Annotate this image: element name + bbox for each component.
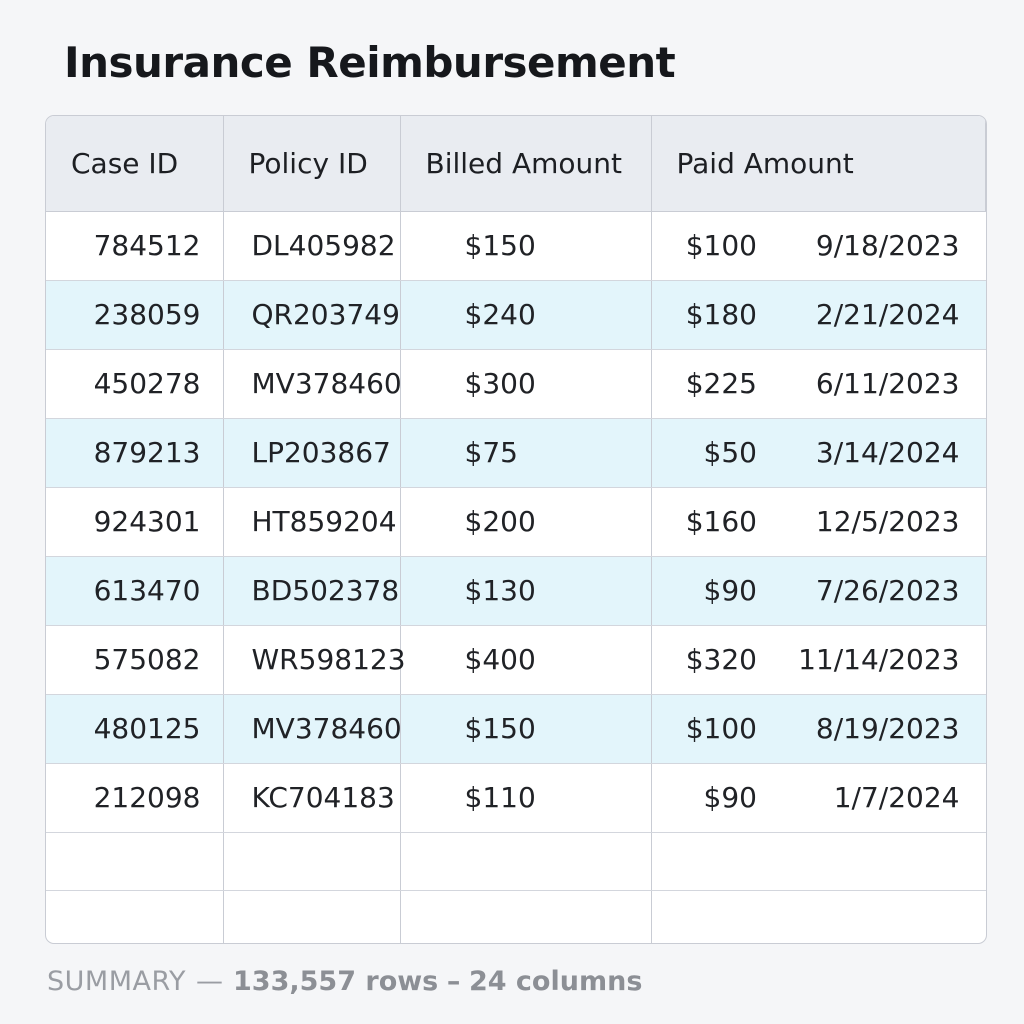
table-row[interactable] (46, 694, 986, 763)
cell-date[interactable]: 9/18/2023 (777, 211, 986, 280)
cell-paid-amount[interactable]: $90 (651, 763, 777, 832)
cell-date[interactable]: 8/19/2023 (777, 694, 986, 763)
cell-date[interactable]: 11/14/2023 (777, 625, 986, 694)
cell-date[interactable]: 7/26/2023 (777, 556, 986, 625)
empty-cell[interactable] (400, 890, 651, 944)
cell-billed-amount[interactable]: $240 (400, 280, 651, 349)
cell-policy-id[interactable]: WR598123 (223, 625, 400, 694)
cell-billed-amount[interactable]: $150 (400, 694, 651, 763)
table-row[interactable] (46, 763, 986, 832)
cell-case-id[interactable]: 613470 (46, 556, 223, 625)
cell-case-id[interactable]: 480125 (46, 694, 223, 763)
cell-date[interactable]: 3/14/2024 (777, 418, 986, 487)
cell-billed-amount[interactable]: $75 (400, 418, 651, 487)
cell-billed-amount[interactable]: $200 (400, 487, 651, 556)
cell-billed-amount[interactable]: $400 (400, 625, 651, 694)
empty-cell[interactable] (651, 832, 777, 890)
summary-joiner: – (446, 966, 461, 997)
cell-billed-amount[interactable]: $130 (400, 556, 651, 625)
cell-policy-id[interactable]: MV378460 (223, 349, 400, 418)
cell-policy-id[interactable]: KC704183 (223, 763, 400, 832)
column-header-billed-amount[interactable]: Billed Amount (400, 116, 651, 211)
reimbursement-table (46, 116, 986, 944)
cell-paid-amount[interactable]: $100 (651, 211, 777, 280)
empty-table-row[interactable] (46, 832, 986, 890)
cell-policy-id[interactable]: LP203867 (223, 418, 400, 487)
cell-date[interactable]: 6/11/2023 (777, 349, 986, 418)
cell-paid-amount[interactable]: $50 (651, 418, 777, 487)
cell-paid-amount[interactable]: $225 (651, 349, 777, 418)
table-body (46, 211, 986, 944)
cell-case-id[interactable]: 784512 (46, 211, 223, 280)
empty-cell[interactable] (777, 832, 986, 890)
table-row[interactable] (46, 487, 986, 556)
cell-policy-id[interactable]: DL405982 (223, 211, 400, 280)
table-header-row (46, 116, 986, 211)
cell-policy-id[interactable]: QR203749 (223, 280, 400, 349)
empty-table-row[interactable] (46, 890, 986, 944)
cell-date[interactable]: 12/5/2023 (777, 487, 986, 556)
empty-cell[interactable] (400, 832, 651, 890)
table-row[interactable] (46, 211, 986, 280)
cell-case-id[interactable]: 212098 (46, 763, 223, 832)
cell-paid-amount[interactable]: $160 (651, 487, 777, 556)
cell-policy-id[interactable]: HT859204 (223, 487, 400, 556)
cell-paid-amount[interactable]: $180 (651, 280, 777, 349)
cell-date[interactable]: 1/7/2024 (777, 763, 986, 832)
cell-paid-amount[interactable]: $90 (651, 556, 777, 625)
empty-cell[interactable] (777, 890, 986, 944)
data-table (45, 115, 987, 944)
summary-label: SUMMARY (47, 966, 186, 997)
cell-billed-amount[interactable]: $110 (400, 763, 651, 832)
summary-separator: — (196, 966, 223, 997)
column-header-policy-id[interactable]: Policy ID (223, 116, 400, 211)
empty-cell[interactable] (46, 832, 223, 890)
cell-policy-id[interactable]: MV378460 (223, 694, 400, 763)
table-row[interactable] (46, 556, 986, 625)
table-row[interactable] (46, 625, 986, 694)
empty-cell[interactable] (223, 832, 400, 890)
page-title: Insurance Reimbursement (64, 38, 676, 87)
cell-policy-id[interactable]: BD502378 (223, 556, 400, 625)
empty-cell[interactable] (223, 890, 400, 944)
summary-bar (47, 966, 642, 997)
column-header-case-id[interactable]: Case ID (46, 116, 223, 211)
cell-paid-amount[interactable]: $100 (651, 694, 777, 763)
table-row[interactable] (46, 418, 986, 487)
empty-cell[interactable] (651, 890, 777, 944)
cell-case-id[interactable]: 238059 (46, 280, 223, 349)
summary-row-count: 133,557 rows (233, 966, 439, 997)
column-header-paid-amount[interactable]: Paid Amount (651, 116, 777, 211)
cell-case-id[interactable]: 575082 (46, 625, 223, 694)
cell-date[interactable]: 2/21/2024 (777, 280, 986, 349)
cell-case-id[interactable]: 450278 (46, 349, 223, 418)
cell-billed-amount[interactable]: $300 (400, 349, 651, 418)
empty-cell[interactable] (46, 890, 223, 944)
table-row[interactable] (46, 349, 986, 418)
cell-case-id[interactable]: 924301 (46, 487, 223, 556)
cell-case-id[interactable]: 879213 (46, 418, 223, 487)
table-row[interactable] (46, 280, 986, 349)
cell-billed-amount[interactable]: $150 (400, 211, 651, 280)
summary-column-count: 24 columns (468, 966, 643, 997)
cell-paid-amount[interactable]: $320 (651, 625, 777, 694)
